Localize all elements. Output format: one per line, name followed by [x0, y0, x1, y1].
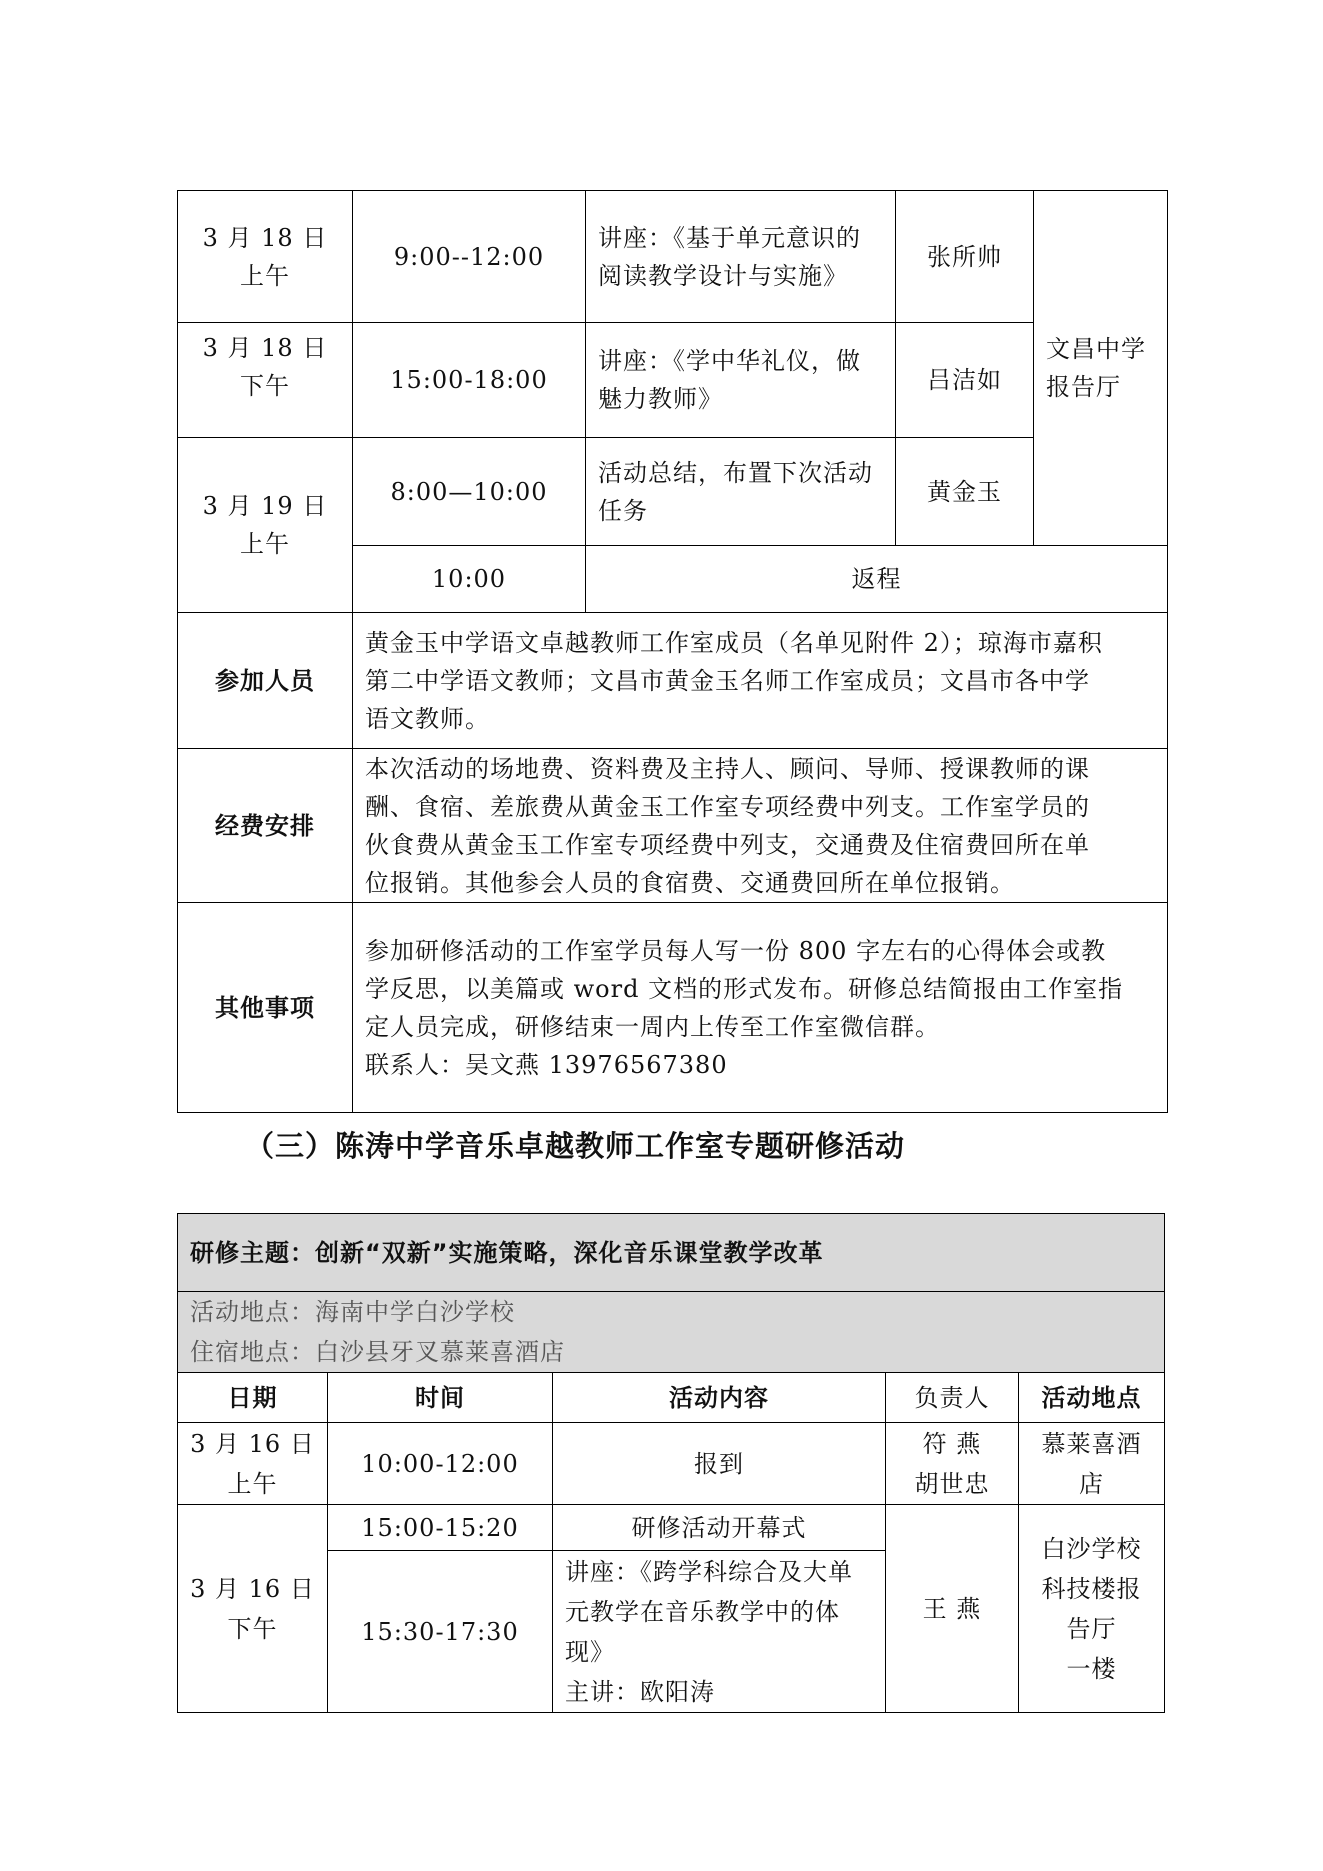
theme-row: [178, 1214, 1165, 1292]
other-text: 参加研修活动的工作室学员每人写一份 800 字左右的心得体会或教 学反思，以美篇或 word 文档的形式发布。研修总结简报由工作室指 定人员完成，研修结束一周内上传至工作室微信群。 联系人：吴文燕 13976567380: [353, 903, 1168, 1113]
table-row: [178, 903, 1168, 1113]
theme-title: 研修主题：创新“双新”实施策略，深化音乐课堂教学改革: [178, 1214, 1165, 1292]
person-cell: 吕洁如: [896, 323, 1034, 438]
funding-text: 本次活动的场地费、资料费及主持人、顾问、导师、授课教师的课 酬、食宿、差旅费从黄金玉工作室专项经费中列支。工作室学员的 伙食费从黄金玉工作室专项经费中列支，交通费及住宿费回所在单 位报销。其他参会人员的食宿费、交通费回所在单位报销。: [353, 749, 1168, 903]
schedule-table-2: [177, 1213, 1165, 1713]
table-row: [178, 438, 1168, 546]
header-venue: 活动地点: [1019, 1373, 1165, 1423]
venue-cell: 白沙学校 科技楼报 告厅 一楼: [1019, 1505, 1165, 1713]
person-cell: 张所帅: [896, 191, 1034, 323]
content-cell: 讲座：《基于单元意识的 阅读教学设计与实施》: [586, 191, 896, 323]
header-person: 负责人: [886, 1373, 1019, 1423]
venue-cell: 文昌中学 报告厅: [1034, 191, 1168, 546]
other-label: 其他事项: [178, 903, 353, 1113]
date-cell: 3 月 18 日 下午: [178, 323, 353, 438]
time-cell: 15:30-17:30: [328, 1551, 553, 1713]
table-row: [178, 1505, 1165, 1551]
time-cell: 10:00: [353, 546, 586, 613]
header-row: [178, 1373, 1165, 1423]
time-cell: 8:00—10:00: [353, 438, 586, 546]
section-heading: （三）陈涛中学音乐卓越教师工作室专题研修活动: [245, 1129, 906, 1163]
table-row: [178, 1423, 1165, 1505]
content-cell: 讲座：《跨学科综合及大单 元教学在音乐教学中的体 现》 主讲：欧阳涛: [553, 1551, 886, 1713]
table-row: [178, 749, 1168, 903]
table-row: [178, 191, 1168, 323]
time-cell: 15:00-18:00: [353, 323, 586, 438]
header-time: 时间: [328, 1373, 553, 1423]
location-info: 活动地点：海南中学白沙学校 住宿地点：白沙县牙叉慕莱喜酒店: [178, 1292, 1165, 1373]
content-cell: 研修活动开幕式: [553, 1505, 886, 1551]
header-content: 活动内容: [553, 1373, 886, 1423]
date-cell: 3 月 19 日 上午: [178, 438, 353, 613]
date-cell: 3 月 16 日 上午: [178, 1423, 328, 1505]
person-cell: 黄金玉: [896, 438, 1034, 546]
venue-cell: 慕莱喜酒 店: [1019, 1423, 1165, 1505]
table-row: [178, 323, 1168, 438]
return-cell: 返程: [586, 546, 1168, 613]
participants-text: 黄金玉中学语文卓越教师工作室成员（名单见附件 2）；琼海市嘉积 第二中学语文教师；文昌市黄金玉名师工作室成员；文昌市各中学 语文教师。: [353, 613, 1168, 749]
header-date: 日期: [178, 1373, 328, 1423]
funding-label: 经费安排: [178, 749, 353, 903]
person-cell: 符 燕 胡世忠: [886, 1423, 1019, 1505]
time-cell: 15:00-15:20: [328, 1505, 553, 1551]
schedule-table-1: [177, 190, 1168, 1113]
table-row: [178, 613, 1168, 749]
time-cell: 10:00-12:00: [328, 1423, 553, 1505]
time-cell: 9:00--12:00: [353, 191, 586, 323]
date-cell: 3 月 18 日 上午: [178, 191, 353, 323]
content-cell: 报到: [553, 1423, 886, 1505]
content-cell: 讲座：《学中华礼仪，做 魅力教师》: [586, 323, 896, 438]
date-cell: 3 月 16 日 下午: [178, 1505, 328, 1713]
location-row: [178, 1292, 1165, 1373]
person-cell: 王 燕: [886, 1505, 1019, 1713]
content-cell: 活动总结，布置下次活动 任务: [586, 438, 896, 546]
participants-label: 参加人员: [178, 613, 353, 749]
